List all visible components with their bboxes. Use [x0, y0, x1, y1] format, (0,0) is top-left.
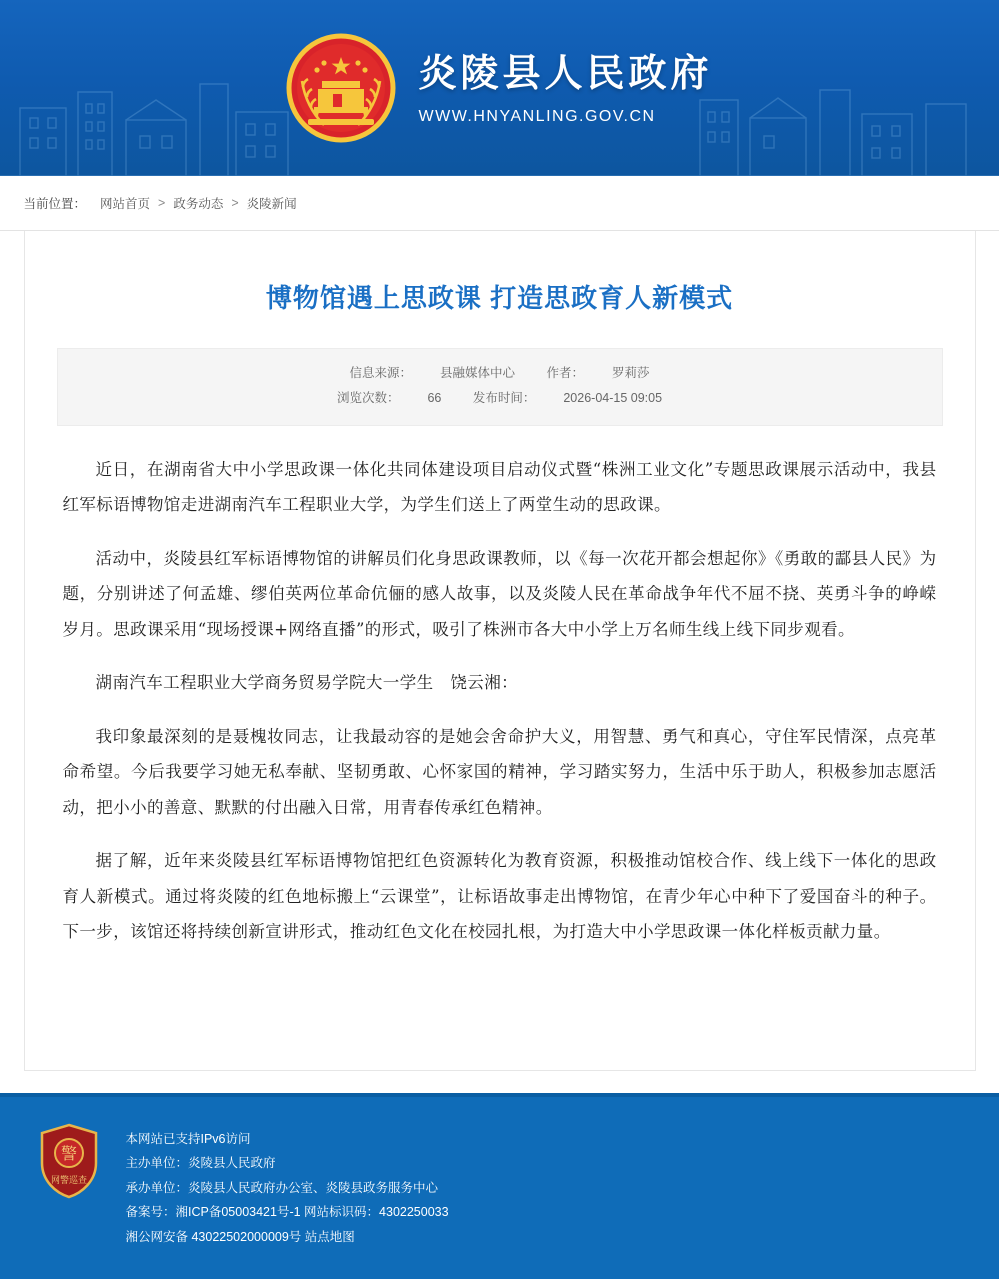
- footer-line-icp[interactable]: 备案号：湘ICP备05003421号-1 网站标识码：4302250033: [125, 1205, 449, 1220]
- breadcrumb-separator-1: >: [158, 196, 166, 210]
- meta-publish-value: 2026-04-15 09:05: [563, 391, 663, 405]
- breadcrumb-item-home[interactable]: 网站首页: [100, 197, 151, 211]
- footer-info: [126, 1123, 449, 1249]
- title-block: [418, 50, 712, 126]
- meta-source-value: 县融媒体中心: [439, 366, 515, 380]
- footer-line-operator: 承办单位：炎陵县人民政府办公室、炎陵县政务服务中心: [125, 1180, 439, 1195]
- meta-publish-label: 发布时间：: [472, 391, 536, 405]
- breadcrumb: [24, 176, 976, 230]
- article-body: [57, 426, 943, 950]
- breadcrumb-separator-2: >: [231, 196, 239, 210]
- article-paragraph: 近日，在湖南省大中小学思政课一体化共同体建设项目启动仪式暨“株洲工业文化”专题思政课展示活动中，我县红军标语博物馆走进湖南汽车工程职业大学，为学生们送上了两堂生动的思政课。: [62, 460, 937, 515]
- meta-row-source: [58, 361, 942, 386]
- site-url: WWW.HNYANLING.GOV.CN: [418, 107, 656, 125]
- breadcrumb-item-news[interactable]: 炎陵新闻: [246, 197, 297, 211]
- article-title: 博物馆遇上思政课 打造思政育人新模式: [265, 283, 734, 313]
- header-inner: [0, 0, 999, 176]
- content-container: [24, 231, 976, 1071]
- footer-inner: [24, 1123, 976, 1249]
- site-title: 炎陵县人民政府: [418, 53, 713, 96]
- article-meta: [57, 348, 943, 426]
- svg-text:网警巡查: 网警巡查: [50, 1176, 87, 1186]
- meta-source-label: 信息来源：: [349, 366, 412, 380]
- article-paragraph: 湖南汽车工程职业大学商务贸易学院大一学生 饶云湘：: [95, 673, 518, 693]
- article-paragraph: 我印象最深刻的是聂槐妆同志，让我最动容的是她会舍命护大义，用智慧、勇气和真心，守住军民情深，点亮革命希望。今后我要学习她无私奉献、坚韧勇敢、心怀家国的精神，学习踏实努力，生活中乐于助人，积极参加志愿活动，把小小的善意、默默的付出融入日常，用青春传承红色精神。: [62, 726, 937, 817]
- footer-line-ipv6: 本网站已支持IPv6访问: [125, 1132, 251, 1146]
- national-emblem-icon: [286, 33, 396, 143]
- meta-author-value: 罗莉莎: [612, 366, 650, 380]
- site-footer: [0, 1093, 999, 1279]
- article-paragraph: 据了解，近年来炎陵县红军标语博物馆把红色资源转化为教育资源，积极推动馆校合作、线上线下一体化的思政育人新模式。通过将炎陵的红色地标搬上“云课堂”，让标语故事走出博物馆，在青少年心中种下了爱国奋斗的种子。下一步，该馆还将持续创新宣讲形式，推动红色文化在校园扎根，为打造大中小学思政课一体化样板贡献力量。: [62, 851, 937, 942]
- svg-text:警: 警: [60, 1144, 77, 1163]
- article: [25, 231, 975, 950]
- footer-line-police-record[interactable]: 湘公网安备 43022502000009号 站点地图: [125, 1229, 355, 1244]
- breadcrumb-item-govaffairs[interactable]: 政务动态: [173, 197, 224, 211]
- meta-row-stats: [58, 386, 942, 411]
- site-header: [0, 0, 999, 176]
- police-gov-badge-icon[interactable]: [38, 1123, 100, 1199]
- meta-views-value: 66: [427, 391, 442, 405]
- meta-author-label: 作者：: [546, 366, 584, 380]
- footer-line-host: 主办单位：炎陵县人民政府: [125, 1156, 276, 1171]
- breadcrumb-bar: [0, 176, 999, 231]
- meta-views-label: 浏览次数：: [336, 391, 400, 405]
- breadcrumb-label: 当前位置：: [23, 197, 87, 211]
- article-paragraph: 活动中，炎陵县红军标语博物馆的讲解员们化身思政课教师，以《每一次花开都会想起你》《勇敢的酃县人民》为题，分别讲述了何孟雄、缪伯英两位革命伉俪的感人故事，以及炎陵人民在革命战争年代不屈不挠、英勇斗争的峥嵘岁月。思政课采用“现场授课+网络直播”的形式，吸引了株洲市各大中小学上万名师生线上线下同步观看。: [62, 548, 937, 639]
